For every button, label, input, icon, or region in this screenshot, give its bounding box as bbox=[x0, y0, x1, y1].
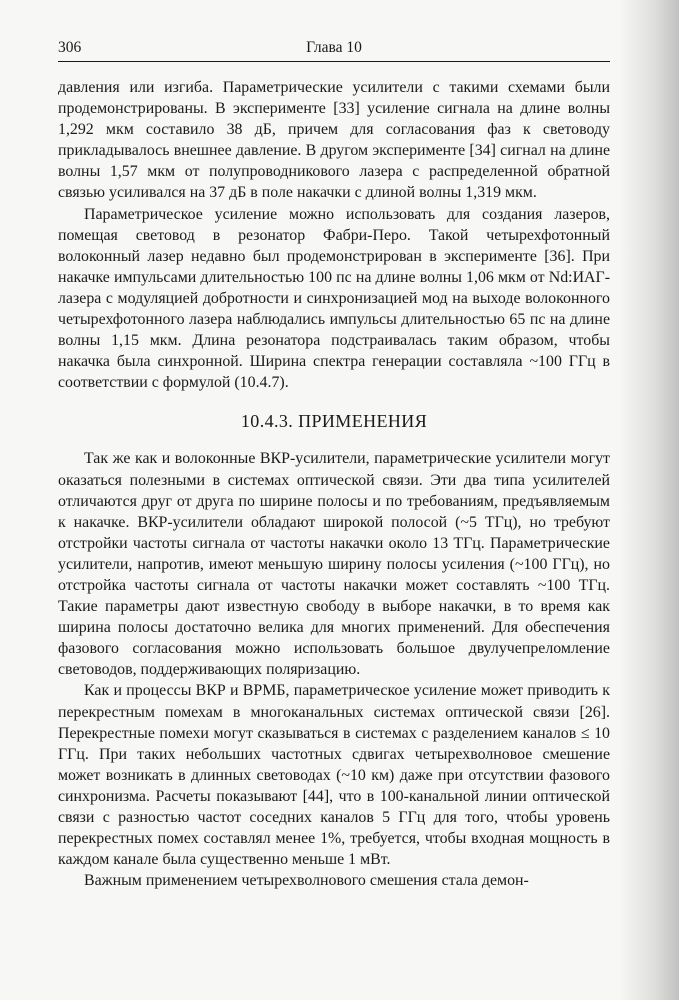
paragraph: Как и процессы ВКР и ВРМБ, параметрическое усиление может приводить к перекрестным помехам в многоканальных системах оптической связи [26]. Перекрестные помехи могут сказываться в системах с разделением каналов ≤ 10 ГГц. При таких небольших частотных сдвигах четырехволновое смешение может возникать в длинных световодах (~10 км) даже при отсутствии фазового синхронизма. Расчеты показывают [44], что в 100-канальной линии оптической связи с разностью частот соседних каналов 5 ГГц для того, чтобы уровень перекрестных помех составлял менее 1%, требуется, чтобы входная мощность в каждом канале была существенно меньше 1 мВт. bbox=[58, 682, 610, 869]
paragraph: Так же как и волоконные ВКР-усилители, параметрические усилители могут оказаться полезными в системах оптической связи. Эти два типа усилителей отличаются друг от друга по ширине полосы и по требованиям, предъявляемым к накачке. ВКР-усилители обладают широкой полосой (~5 ТГц), но требуют отстройки частоты сигнала от частоты накачки около 13 ТГц. Параметрические усилители, напротив, имеют меньшую ширину полосы усиления (~100 ГГц), но отстройка частоты сигнала от частоты накачки может составлять ~100 ТГц. Такие параметры дают известную свободу в выборе накачки, в то время как ширина полосы достаточно велика для многих применений. Для обеспечения фазового согласования можно использовать большое двулучепреломление световодов, поддерживающих поляризацию. bbox=[58, 450, 610, 679]
header-rule bbox=[58, 61, 610, 62]
running-header bbox=[58, 38, 610, 60]
paragraph-continued: давления или изгиба. Параметрические усилители с такими схемами были продемонстрированы. В эксперименте [33] усиление сигнала на длине волны 1,292 мкм составило 38 дБ, причем для согласования фаз к световоду прикладывалось внешнее давление. В другом эксперименте [34] сигнал на длине волны 1,57 мкм от полупроводникового лазера с распределенной обратной связью усиливался на 37 дБ в поле накачки с длиной волны 1,319 мкм. bbox=[58, 79, 610, 202]
page-body bbox=[58, 77, 610, 891]
page-edge-shadow bbox=[619, 0, 679, 1000]
section-heading: 10.4.3. ПРИМЕНЕНИЯ bbox=[240, 411, 428, 432]
page-number: 306 bbox=[58, 39, 82, 56]
chapter-title: Глава 10 bbox=[306, 39, 362, 56]
paragraph: Параметрическое усиление можно использовать для создания лазеров, помещая световод в резонатор Фабри-Перо. Такой четырехфотонный волоконный лазер недавно был продемонстрирован в эксперименте [36]. При накачке импульсами длительностью 100 пс на длине волны 1,06 мкм от Nd:ИАГ-лазера с модуляцией добротности и синхронизацией мод на выходе волоконного четырехфотонного лазера наблюдались импульсы длительностью 65 пс на длине волны 1,15 мкм. Длина резонатора подстраивалась таким образом, чтобы накачка была синхронной. Ширина спектра генерации составляла ~100 ГГц в соответствии с формулой (10.4.7). bbox=[58, 205, 610, 392]
paragraph: Важным применением четырехволнового смешения стала демон- bbox=[84, 872, 529, 890]
